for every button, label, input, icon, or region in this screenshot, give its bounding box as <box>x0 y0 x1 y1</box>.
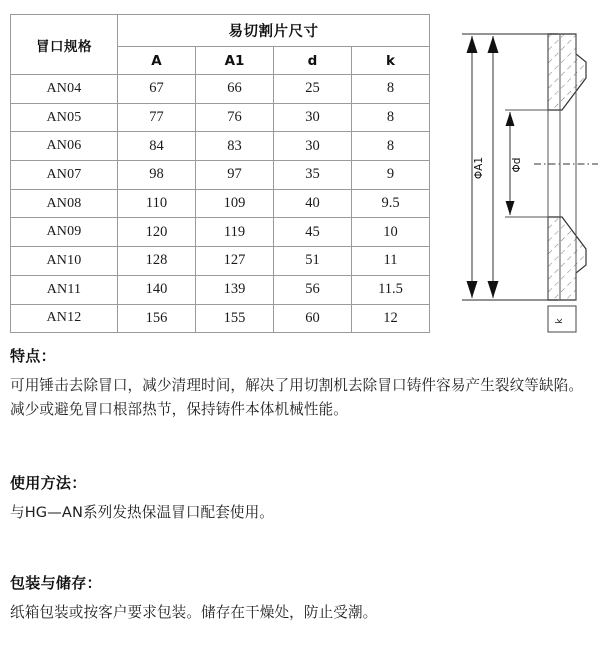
table-row <box>11 103 430 132</box>
cell-d: 56 <box>274 275 352 304</box>
cell-k: 11.5 <box>352 275 430 304</box>
cell-d: 30 <box>274 103 352 132</box>
cell-d: 51 <box>274 247 352 276</box>
section-packing <box>10 574 594 625</box>
label-inner-diameter: Φd <box>511 157 523 173</box>
cell-a1: 76 <box>196 103 274 132</box>
cell-spec: AN06 <box>11 132 118 161</box>
cell-a: 77 <box>118 103 196 132</box>
cell-a: 110 <box>118 189 196 218</box>
cell-spec: AN08 <box>11 189 118 218</box>
cell-d: 30 <box>274 132 352 161</box>
cross-section-lower <box>548 217 586 300</box>
cell-a: 156 <box>118 304 196 333</box>
cell-a: 120 <box>118 218 196 247</box>
cell-spec: AN04 <box>11 75 118 104</box>
cell-a: 67 <box>118 75 196 104</box>
header-col-a1: A1 <box>196 47 274 75</box>
cell-k: 12 <box>352 304 430 333</box>
table-row <box>11 189 430 218</box>
cell-k: 8 <box>352 132 430 161</box>
table-row <box>11 75 430 104</box>
cell-d: 40 <box>274 189 352 218</box>
table-row <box>11 275 430 304</box>
section-usage-title: 使用方法： <box>10 474 87 492</box>
section-packing-body: 纸箱包装或按客户要求包装。储存在干燥处，防止受潮。 <box>10 604 378 621</box>
table-header-row-1 <box>11 15 430 47</box>
technical-drawing <box>448 10 600 340</box>
cell-a1: 97 <box>196 161 274 190</box>
header-group-dimensions: 易切割片尺寸 <box>118 15 430 47</box>
cell-d: 35 <box>274 161 352 190</box>
cell-k: 10 <box>352 218 430 247</box>
cell-a1: 139 <box>196 275 274 304</box>
table-row <box>11 161 430 190</box>
section-packing-title: 包装与储存： <box>10 574 102 592</box>
header-col-d: d <box>274 47 352 75</box>
table-row <box>11 304 430 333</box>
section-features <box>10 347 594 421</box>
cell-k: 9 <box>352 161 430 190</box>
cell-spec: AN10 <box>11 247 118 276</box>
section-features-title: 特点： <box>10 347 56 365</box>
cross-section-upper <box>548 34 586 110</box>
cell-k: 8 <box>352 103 430 132</box>
arrowhead-a-top <box>488 36 499 53</box>
cell-a: 98 <box>118 161 196 190</box>
section-features-body: 可用锤击去除冒口，减少清理时间，解决了用切割机去除冒口铸件容易产生裂纹等缺陷。减少或避免冒口根部热节，保持铸件本体机械性能。 <box>10 377 584 418</box>
arrowhead-a-bottom <box>488 281 499 298</box>
label-thickness: k <box>555 318 565 324</box>
table-body <box>11 75 430 333</box>
table-row <box>11 132 430 161</box>
cell-d: 60 <box>274 304 352 333</box>
cell-spec: AN07 <box>11 161 118 190</box>
cell-a1: 127 <box>196 247 274 276</box>
arrowhead-outer-top <box>467 36 478 53</box>
cell-a1: 83 <box>196 132 274 161</box>
header-col-a: A <box>118 47 196 75</box>
cell-k: 11 <box>352 247 430 276</box>
cell-d: 45 <box>274 218 352 247</box>
cell-d: 25 <box>274 75 352 104</box>
section-usage <box>10 474 594 525</box>
cell-a: 84 <box>118 132 196 161</box>
cell-a1: 155 <box>196 304 274 333</box>
arrowhead-inner-bottom <box>506 201 515 215</box>
cell-k: 9.5 <box>352 189 430 218</box>
arrowhead-outer-bottom <box>467 281 478 298</box>
cell-spec: AN09 <box>11 218 118 247</box>
specification-table <box>10 14 430 333</box>
cell-a: 128 <box>118 247 196 276</box>
cell-a: 140 <box>118 275 196 304</box>
cell-spec: AN12 <box>11 304 118 333</box>
label-outer-diameter: ΦA1 <box>473 156 485 180</box>
table-header <box>11 15 430 75</box>
cell-a1: 66 <box>196 75 274 104</box>
cell-a1: 119 <box>196 218 274 247</box>
header-col-k: k <box>352 47 430 75</box>
table-row <box>11 247 430 276</box>
cell-spec: AN11 <box>11 275 118 304</box>
cell-a1: 109 <box>196 189 274 218</box>
arrowhead-inner-top <box>506 112 515 126</box>
header-spec: 冒口规格 <box>11 15 118 75</box>
table-row <box>11 218 430 247</box>
section-usage-body: 与HG—AN系列发热保温冒口配套使用。 <box>10 504 274 521</box>
cell-spec: AN05 <box>11 103 118 132</box>
cell-k: 8 <box>352 75 430 104</box>
